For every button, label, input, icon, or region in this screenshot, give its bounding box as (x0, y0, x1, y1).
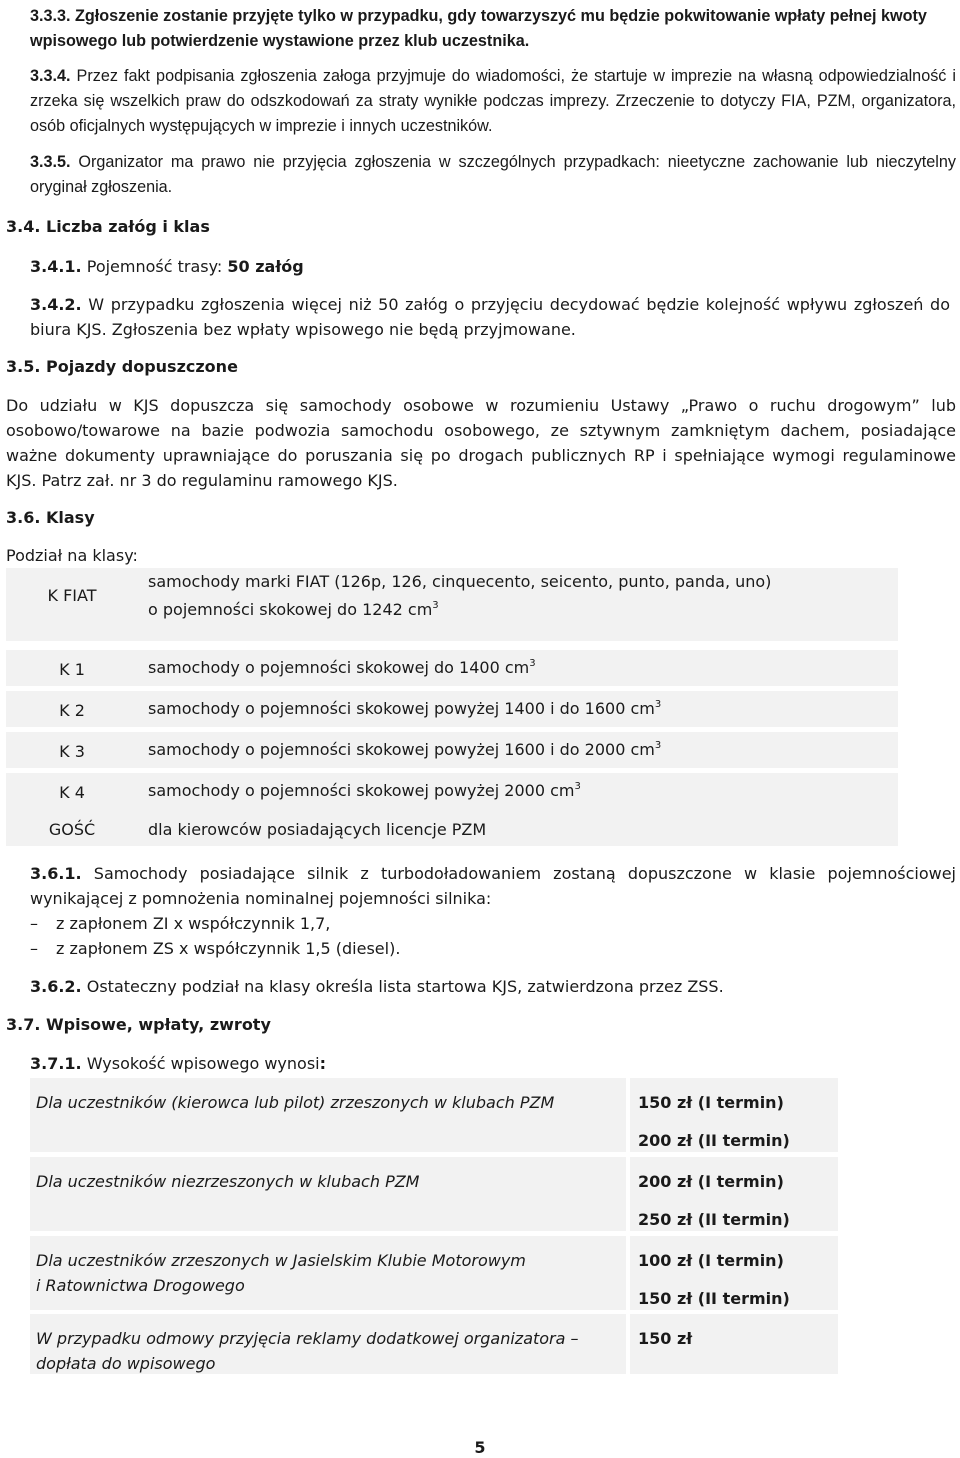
section-number: 3.7.1. (30, 1054, 82, 1073)
class-row (6, 773, 898, 809)
list-item: – z zapłonem ZS x współczynnik 1,5 (diesel). (30, 939, 401, 958)
heading-3-7: 3.7. Wpisowe, wpłaty, zwroty (6, 1015, 271, 1034)
paragraph-text: Samochody posiadające silnik z turbodoładowaniem zostaną dopuszczone w klasie pojemnościowej wynikającej z pomnożenia nominalnej pojemności silnika: (30, 864, 956, 908)
paragraph-3-3-4 (30, 64, 956, 139)
section-number: 3.3.4. (30, 67, 71, 85)
heading-3-6: 3.6. Klasy (6, 508, 95, 527)
class-description: samochody marki FIAT (126p, 126, cinquecento, seicento, punto, panda, uno) o pojemności skokowej do 1242 $cm^3$ (148, 572, 772, 619)
class-code: K 4 (59, 783, 85, 802)
fee-label: Wysokość wpisowego wynosi (86, 1054, 320, 1073)
class-row (6, 650, 898, 686)
paragraph-3-4-2 (30, 292, 950, 342)
paragraph-text: Organizator ma prawo nie przyjęcia zgłoszenia w szczególnych przypadkach: nieetyczne zachowanie lub nieczytelny oryginał zgłoszenia. (30, 153, 957, 196)
class-description: samochody o pojemności skokowej powyżej 1400 i do 1600 $cm^3$ (148, 699, 662, 718)
paragraph-text: Przez fakt podpisania zgłoszenia załoga przyjmuje do wiadomości, że startuje w imprezie na własną odpowiedzialność i zrzeka się wszelkich praw do odszkodowań za straty wynikłe podczas imprezy. (30, 67, 956, 110)
fee-amount: 150 zł (I termin) 200 zł (II termin) (630, 1078, 838, 1152)
class-row (6, 691, 898, 727)
paragraph-3-3-5 (30, 150, 956, 200)
paragraph-3-3-3 (30, 4, 930, 54)
paragraph-text: W przypadku zgłoszenia więcej niż 50 załóg o przyjęciu decydować będzie kolejność wpływu zgłoszeń do biura KJS. Zgłoszenia bez wpłaty wpisowego nie będą przyjmowane. (30, 295, 951, 339)
fee-amount: 200 zł (I termin) 250 zł (II termin) (630, 1157, 838, 1231)
class-code: K 3 (59, 742, 85, 761)
fee-description: Dla uczestników niezrzeszonych w klubach PZM (30, 1157, 626, 1231)
class-row (6, 568, 898, 641)
paragraph-text: Zgłoszenie zostanie przyjęte tylko w przypadku, gdy towarzyszyć mu będzie pokwitowanie wpłaty pełnej kwoty wpisowego lub potwierdzenie wystawione przez klub uczestnika. (30, 7, 927, 50)
page-number: 5 (474, 1438, 486, 1457)
class-description: samochody o pojemności skokowej powyżej 2000 $cm^3$ (148, 781, 581, 800)
heading-3-4: 3.4. Liczba załóg i klas (6, 217, 210, 236)
class-code: GOŚĆ (48, 820, 96, 839)
section-number: 3.3.5. (30, 153, 71, 171)
class-description: dla kierowców posiadających licencje PZM (148, 820, 487, 839)
fee-row (30, 1314, 838, 1374)
paragraph-3-5: Do udziału w KJS dopuszcza się samochody osobowe w rozumieniu Ustawy „Prawo o ruchu drogowym” lub osobowo/towarowe na bazie podwozia samochodu osobowego, ze sztywnym zamkniętym dachem, posiadające ważne dokumenty uprawniające do poruszania się po drogach publicznych RP i spełniające wymogi regulaminowe KJS. Patrz zał. nr 3 do regulaminu ramowego KJS. (6, 396, 956, 490)
paragraph-3-6-1 (30, 861, 956, 911)
class-description: samochody o pojemności skokowej powyżej 1600 i do 2000 $cm^3$ (148, 740, 662, 759)
paragraph-text-2: Zrzeczenie to dotyczy FIA, PZM, organizatora, osób oficjalnych występujących w imprezie i innych uczestników. (30, 92, 956, 135)
fee-row (30, 1157, 838, 1231)
list-item: – z zapłonem ZI x współczynnik 1,7, (30, 914, 331, 933)
fee-amount: 100 zł (I termin) 150 zł (II termin) (630, 1236, 838, 1310)
section-number: 3.6.2. (30, 977, 82, 996)
fee-description: W przypadku odmowy przyjęcia reklamy dodatkowej organizatora – dopłata do wpisowego (30, 1314, 626, 1374)
paragraph-3-7-1: 3.7.1. Wysokość wpisowego wynosi: (30, 1054, 327, 1073)
fee-row (30, 1078, 838, 1152)
class-row (6, 806, 898, 846)
paragraph-text: Ostateczny podział na klasy określa lista startowa KJS, zatwierdzona przez ZSS. (86, 977, 724, 996)
class-code: K 1 (59, 660, 85, 679)
section-number: 3.4.1. (30, 257, 82, 276)
paragraph-3-6-2 (30, 974, 930, 999)
fee-description: Dla uczestników zrzeszonych w Jasielskim Klubie Motorowym i Ratownictwa Drogowego (30, 1236, 626, 1310)
classes-intro: Podział na klasy: (6, 546, 138, 565)
class-description: samochody o pojemności skokowej do 1400 $cm^3$ (148, 658, 536, 677)
fee-description: Dla uczestników (kierowca lub pilot) zrzeszonych w klubach PZM (30, 1078, 626, 1152)
section-number: 3.3.3. (30, 7, 71, 25)
heading-3-5: 3.5. Pojazdy dopuszczone (6, 357, 238, 376)
section-number: 3.4.2. (30, 295, 82, 314)
paragraph-3-4-1 (30, 254, 830, 279)
class-code: K FIAT (47, 586, 97, 605)
fee-row (30, 1236, 838, 1310)
class-code: K 2 (59, 701, 85, 720)
capacity-value: 50 załóg (227, 257, 304, 276)
class-row (6, 732, 898, 768)
capacity-label: Pojemność trasy: (86, 257, 223, 276)
fee-amount: 150 zł (630, 1314, 838, 1374)
section-number: 3.6.1. (30, 864, 82, 883)
